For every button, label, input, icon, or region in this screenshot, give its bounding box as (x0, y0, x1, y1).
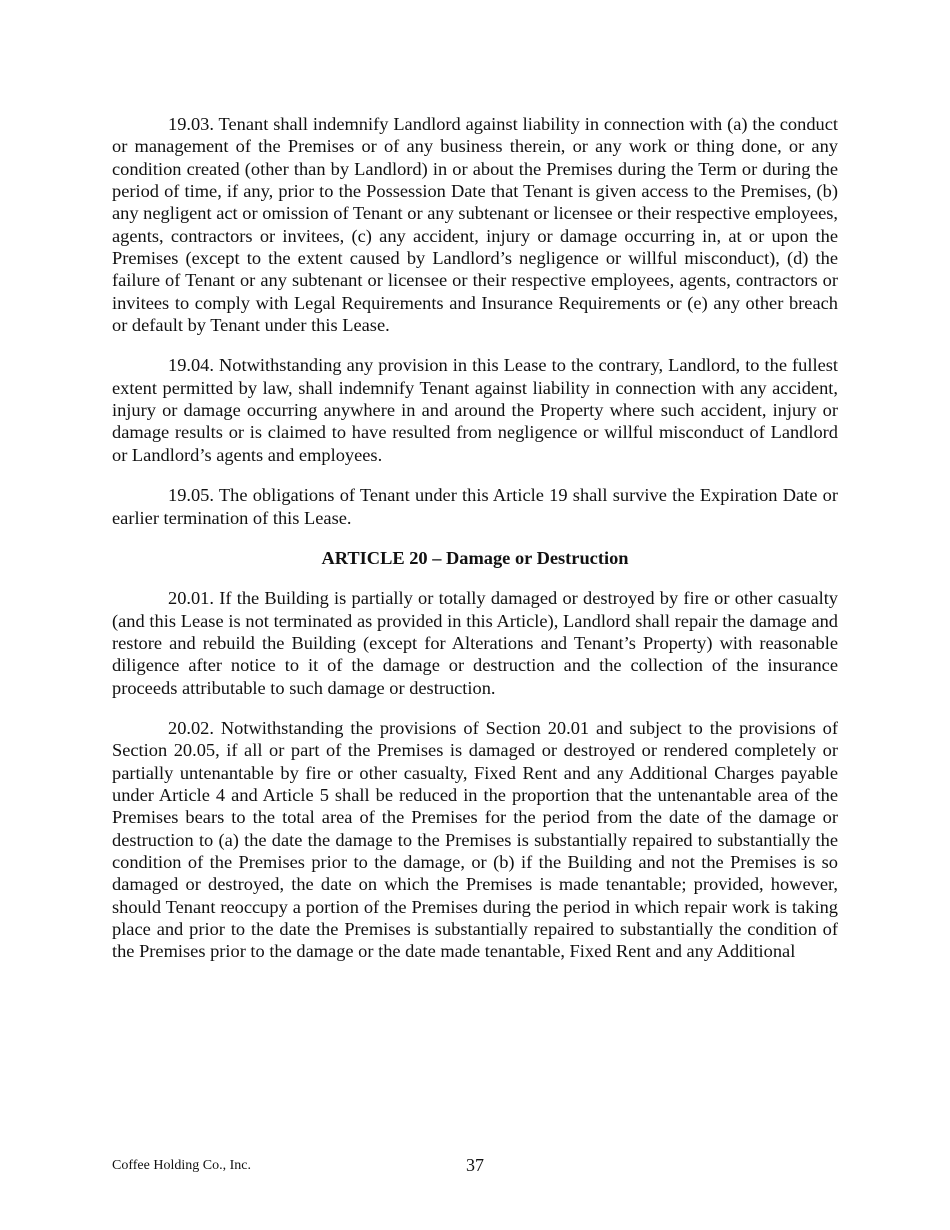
paragraph-19-03: 19.03. Tenant shall indemnify Landlord against liability in connection with (a) the conduct or management of the Premises or of any business therein, or any work or thing done, or any condition created (other than by Landlord) in or about the Premises during the Term or during the period of time, if any, prior to the Possession Date that Tenant is given access to the Premises, (b) any negligent act or omission of Tenant or any subtenant or licensee or their respective employees, agents, contractors or invitees, (c) any accident, injury or damage occurring in, at or upon the Premises (except to the extent caused by Landlord’s negligence or willful misconduct), (d) the failure of Tenant or any subtenant or licensee or their respective employees, agents, contractors or invitees to comply with Legal Requirements and Insurance Requirements or (e) any other breach or default by Tenant under this Lease. (112, 114, 838, 336)
paragraph-20-01: 20.01. If the Building is partially or totally damaged or destroyed by fire or other casualty (and this Lease is not terminated as provided in this Article), Landlord shall repair the damage and restore and rebuild the Building (except for Alterations and Tenant’s Property) with reasonable diligence after notice to it of the damage or destruction and the collection of the insurance proceeds attributable to such damage or destruction. (112, 588, 838, 698)
paragraph-20-02: 20.02. Notwithstanding the provisions of Section 20.01 and subject to the provisions of Section 20.05, if all or part of the Premises is damaged or destroyed or rendered completely or partially untenantable by fire or other casualty, Fixed Rent and any Additional Charges payable under Article 4 and Article 5 shall be reduced in the proportion that the untenantable area of the Premises bears to the total area of the Premises for the period from the date of the damage or destruction to (a) the date the damage to the Premises is substantially repaired to substantially the condition of the Premises prior to the damage, or (b) if the Building and not the Premises is so damaged or destroyed, the date on which the Premises is made tenantable; provided, however, should Tenant reoccupy a portion of the Premises during the period in which repair work is taking place and prior to the date the Premises is substantially repaired to substantially the condition of the Premises prior to the damage or the date made tenantable, Fixed Rent and any Additional (112, 717, 838, 962)
article-heading: ARTICLE 20 – Damage or Destruction (321, 547, 629, 568)
document-body (112, 113, 838, 981)
footer-company: Coffee Holding Co., Inc. (112, 1158, 251, 1173)
page-number: 37 (466, 1155, 484, 1175)
paragraph-19-05: 19.05. The obligations of Tenant under this Article 19 shall survive the Expiration Date or earlier termination of this Lease. (112, 485, 838, 528)
paragraph-19-04: 19.04. Notwithstanding any provision in this Lease to the contrary, Landlord, to the fullest extent permitted by law, shall indemnify Tenant against liability in connection with any accident, injury or damage occurring anywhere in and around the Property where such accident, injury or damage results or is claimed to have resulted from negligence or willful misconduct of Landlord or Landlord’s agents and employees. (112, 355, 838, 465)
